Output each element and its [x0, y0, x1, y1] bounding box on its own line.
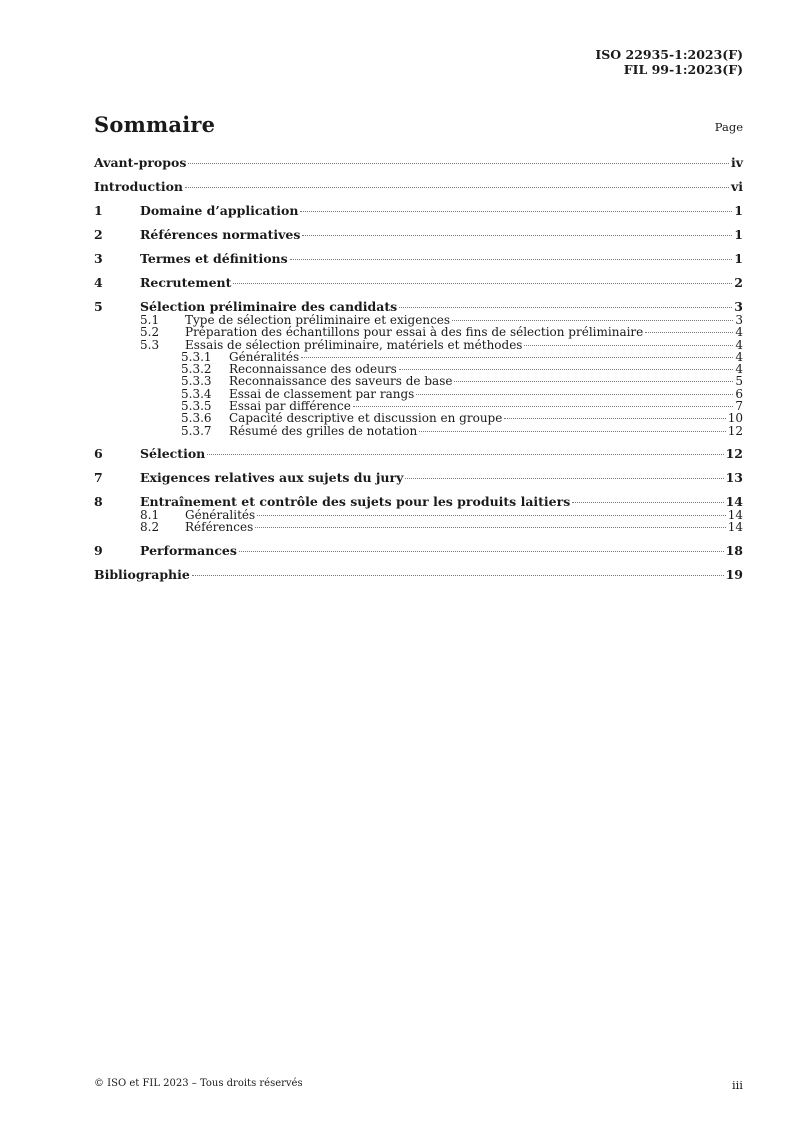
toc-entry-number: 9: [94, 542, 103, 558]
toc-entry-title: Préparation des échantillons pour essai à des fins de sélection préliminaire: [185, 325, 644, 340]
toc-entry-page: iv: [730, 155, 743, 170]
toc-entry-number: 5.3.3: [181, 374, 212, 389]
toc-entry[interactable]: [94, 446, 743, 461]
toc-leader-dots: [419, 431, 725, 432]
toc-entry[interactable]: [94, 203, 743, 218]
toc-entry-title: Type de sélection préliminaire et exigences: [185, 313, 451, 327]
toc-entry[interactable]: [94, 543, 743, 558]
page-number: iii: [731, 1078, 743, 1092]
toc-leader-dots: [454, 381, 733, 382]
standard-number-iso: ISO 22935-1:2023(F): [595, 47, 743, 62]
toc-entry[interactable]: [94, 251, 743, 266]
toc-entry-title: Sélection préliminaire des candidats: [140, 299, 398, 314]
toc-entry-page: 4: [735, 337, 743, 352]
toc-entry-page: 14: [727, 520, 743, 535]
toc-entry-page: 5: [735, 374, 743, 389]
toc-entry[interactable]: [94, 425, 743, 437]
toc-entry-title: Généralités: [229, 349, 300, 364]
toc-entry-number: 5.1: [140, 313, 160, 327]
table-of-contents: [94, 155, 743, 582]
toc-entry-title: Exigences relatives aux sujets du jury: [140, 469, 404, 485]
toc-entry-number: 5.3.7: [181, 423, 212, 438]
toc-entry-number: 5.3.5: [181, 399, 212, 414]
toc-leader-dots: [572, 502, 723, 503]
toc-entry-title: Essais de sélection préliminaire, matériels et méthodes: [185, 337, 523, 352]
toc-leader-dots: [188, 163, 729, 164]
toc-entry-title: Références: [185, 520, 254, 535]
toc-entry-number: 5.2: [140, 325, 160, 340]
toc-entry-page: 14: [727, 507, 743, 522]
toc-entry[interactable]: [94, 375, 743, 387]
toc-entry-page: 7: [735, 399, 743, 414]
toc-entry-page: 12: [727, 423, 743, 438]
toc-entry-page: 1: [734, 203, 743, 218]
toc-leader-dots: [185, 187, 729, 188]
toc-entry-title: Essai de classement par rangs: [229, 386, 415, 401]
toc-entry-title: Termes et définitions: [140, 251, 288, 266]
toc-entry[interactable]: [94, 227, 743, 242]
toc-entry-page: vi: [730, 179, 743, 194]
toc-entry-number: 2: [94, 227, 103, 242]
toc-entry-title: Reconnaissance des odeurs: [229, 362, 397, 377]
toc-entry[interactable]: [94, 155, 743, 170]
toc-entry-page: 14: [725, 493, 743, 509]
toc-entry[interactable]: [94, 470, 743, 485]
toc-leader-dots: [233, 283, 732, 284]
toc-entry-page: 2: [734, 275, 743, 290]
toc-entry-title: Avant-propos: [94, 155, 187, 170]
toc-leader-dots: [405, 478, 723, 479]
page-column-label: Page: [714, 120, 743, 134]
toc-leader-dots: [645, 332, 733, 333]
toc-entry-page: 3: [734, 299, 743, 314]
toc-entry-number: 5.3: [140, 337, 160, 352]
standard-number-fil: FIL 99-1:2023(F): [623, 62, 743, 77]
toc-entry-title: Généralités: [185, 507, 256, 522]
toc-entry-number: 5.3.4: [181, 386, 212, 401]
toc-leader-dots: [192, 575, 724, 576]
toc-entry-number: 5.3.1: [181, 349, 212, 364]
toc-entry-title: Recrutement: [140, 275, 232, 290]
toc-entry[interactable]: [94, 567, 743, 582]
toc-entry-page: 13: [725, 469, 743, 485]
toc-entry-number: 8: [94, 493, 103, 509]
toc-entry-number: 5: [94, 299, 103, 314]
toc-leader-dots: [399, 369, 734, 370]
toc-entry-page: 3: [735, 313, 743, 327]
toc-entry-title: Essai par différence: [229, 399, 351, 414]
toc-entry-title: Sélection: [140, 445, 206, 461]
copyright-notice: © ISO et FIL 2023 – Tous droits réservés: [94, 1078, 303, 1089]
page-title: Sommaire: [94, 112, 216, 137]
toc-leader-dots: [239, 551, 724, 552]
toc-entry-number: 6: [94, 445, 103, 461]
toc-entry-page: 4: [735, 362, 743, 377]
toc-leader-dots: [302, 235, 732, 236]
toc-entry[interactable]: [94, 179, 743, 194]
toc-entry-number: 1: [94, 203, 103, 218]
toc-entry-number: 4: [94, 275, 103, 290]
toc-entry-page: 4: [735, 349, 743, 364]
toc-leader-dots: [504, 418, 725, 419]
toc-entry[interactable]: [94, 412, 743, 424]
toc-entry-title: Performances: [140, 542, 237, 558]
toc-entry-number: 5.3.6: [181, 411, 212, 426]
toc-entry-title: Reconnaissance des saveurs de base: [229, 374, 453, 389]
toc-entry[interactable]: [94, 326, 743, 338]
toc-leader-dots: [207, 454, 723, 455]
toc-entry-page: 10: [727, 411, 743, 426]
toc-leader-dots: [353, 406, 734, 407]
toc-leader-dots: [300, 211, 732, 212]
toc-leader-dots: [301, 357, 733, 358]
toc-entry-number: 3: [94, 251, 103, 266]
toc-entry-number: 8.2: [140, 520, 160, 535]
toc-entry-page: 19: [725, 566, 743, 582]
document-header: [595, 47, 743, 77]
toc-entry-page: 1: [734, 251, 743, 266]
toc-leader-dots: [399, 307, 732, 308]
toc-entry-number: 5.3.2: [181, 362, 212, 377]
toc-entry-number: 8.1: [140, 507, 160, 522]
page-footer: [94, 1078, 743, 1092]
toc-entry[interactable]: [94, 494, 743, 509]
toc-entry-title: Introduction: [94, 179, 184, 194]
toc-leader-dots: [255, 527, 725, 528]
toc-entry-page: 18: [725, 542, 743, 558]
toc-entry-number: 7: [94, 469, 103, 485]
toc-entry[interactable]: [94, 275, 743, 290]
toc-entry-title: Capacité descriptive et discussion en groupe: [229, 411, 503, 426]
toc-entry-page: 6: [735, 386, 743, 401]
toc-leader-dots: [290, 259, 733, 260]
toc-entry-title: Références normatives: [140, 227, 301, 242]
toc-entry-page: 4: [735, 325, 743, 340]
toc-leader-dots: [452, 320, 733, 321]
toc-entry-title: Domaine d’application: [140, 203, 299, 218]
toc-entry-page: 12: [725, 445, 743, 461]
toc-entry[interactable]: [94, 521, 743, 533]
toc-leader-dots: [257, 515, 726, 516]
toc-leader-dots: [416, 394, 733, 395]
toc-entry-title: Entraînement et contrôle des sujets pour les produits laitiers: [140, 493, 571, 509]
toc-leader-dots: [524, 345, 733, 346]
toc-entry[interactable]: [94, 299, 743, 314]
toc-entry-title: Bibliographie: [94, 566, 190, 582]
toc-entry-title: Résumé des grilles de notation: [229, 423, 418, 438]
toc-entry-page: 1: [734, 227, 743, 242]
